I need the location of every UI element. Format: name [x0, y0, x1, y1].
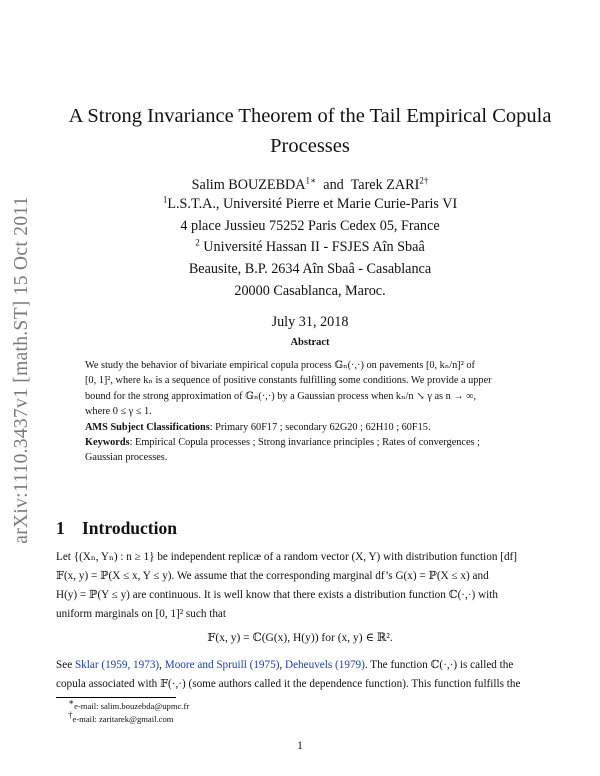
keywords-label: Keywords — [85, 437, 130, 449]
abstract-line-3: bound for the strong approximation of 𝔾ₙ(·,·) by a Gaussian process when kₙ/n ↘ γ as n → ∞, — [85, 390, 477, 402]
cite-moore-spruill-link[interactable]: Moore and Spruill (1975) — [164, 659, 280, 671]
affil-2-text: Université Hassan II - FSJES Aîn Sbaâ — [203, 239, 425, 255]
footnote-1-mark: ∗ — [68, 697, 75, 708]
intro-line-4: uniform marginals on [0, 1]² such that — [56, 608, 226, 620]
intro-line-3: H(y) = ℙ(Y ≤ y) are continuous. It is well know that there exists a distribution function ℂ(·,·) with — [56, 589, 498, 601]
author-2-mark: 2† — [419, 175, 429, 186]
intro-paragraph-2 — [56, 656, 544, 694]
affil-2-mark: 2 — [195, 237, 200, 248]
authors — [40, 177, 580, 194]
keywords — [85, 435, 515, 450]
affiliation-1-line-2: 4 place Jussieu 75252 Paris Cedex 05, France — [180, 218, 440, 234]
comma-2: , — [279, 659, 283, 671]
arxiv-stamp-text: arXiv:1110.3437v1 [math.ST] 15 Oct 2011 — [11, 196, 32, 544]
affiliation-1-line-1 — [40, 196, 580, 213]
title-line-2: Processes — [270, 135, 350, 157]
affiliation-2-line-3: 20000 Casablanca, Maroc. — [234, 283, 386, 299]
section-heading — [56, 518, 177, 539]
footnote-2-mark: † — [68, 710, 73, 721]
paper-title — [40, 101, 580, 161]
page-number: 1 — [297, 740, 303, 752]
author-2: Tarek ZARI — [350, 177, 420, 193]
author-and: and — [323, 177, 344, 193]
abstract-body — [85, 358, 515, 466]
cite-deheuvels-link[interactable]: Deheuvels (1979) — [285, 659, 365, 671]
abstract-heading: Abstract — [290, 337, 330, 348]
footnote-2 — [68, 710, 174, 724]
footnote-1-text: e-mail: salim.bouzebda@upmc.fr — [74, 701, 190, 711]
section-title: Introduction — [82, 518, 177, 538]
arxiv-stamp — [7, 190, 37, 550]
after-cites-text: . The function ℂ(·,·) is called the — [364, 659, 514, 671]
affiliation-2-line-1 — [40, 239, 580, 256]
ams-classification — [85, 420, 515, 435]
keywords-value: : Empirical Copula processes ; Strong invariance principles ; Rates of convergences ; — [129, 437, 481, 449]
affil-1-text: L.S.T.A., Université Pierre et Marie Curie-Paris VI — [167, 196, 458, 212]
affil-1-mark: 1 — [162, 194, 168, 205]
intro-line-6: copula associated with 𝔽(·,·) (some authors called it the dependence function). This function fulfills the — [56, 678, 521, 690]
cite-sklar-link[interactable]: Sklar (1959, 1973) — [74, 659, 160, 671]
section-number: 1 — [56, 518, 65, 538]
intro-line-2: 𝔽(x, y) = ℙ(X ≤ x, Y ≤ y). We assume that the corresponding marginal df’s G(x) = ℙ(X ≤ x) and — [56, 570, 489, 582]
comma-1: , — [159, 659, 162, 671]
footnote-2-text: e-mail: zaritarek@gmail.com — [72, 714, 174, 724]
title-line-1: A Strong Invariance Theorem of the Tail Empirical Copula — [68, 105, 552, 127]
footnote-1 — [68, 697, 190, 711]
intro-line-1: Let {(Xₙ, Yₙ) : n ≥ 1} be independent replicæ of a random vector (X, Y) with distribution function [df] — [56, 551, 517, 563]
intro-paragraph — [56, 548, 544, 624]
affiliation-2-line-2: Beausite, B.P. 2634 Aîn Sbaâ - Casablanca — [188, 261, 432, 277]
see-text: See — [56, 659, 73, 671]
keywords-line-2: Gaussian processes. — [85, 452, 168, 464]
intro-line-5 — [56, 656, 544, 675]
author-1-mark: 1∗ — [305, 175, 317, 186]
abstract-line-2: [0, 1]², where kₙ is a sequence of positive constants fulfilling some conditions. We provide a upper — [85, 375, 492, 387]
copula-equation: 𝔽(x, y) = ℂ(G(x), H(y)) for (x, y) ∈ ℝ². — [207, 632, 393, 644]
paper-date: July 31, 2018 — [271, 314, 349, 330]
ams-label: AMS Subject Classifications — [85, 421, 210, 433]
ams-value: : Primary 60F17 ; secondary 62G20 ; 62H10 ; 60F15. — [209, 421, 431, 433]
author-1: Salim BOUZEBDA — [191, 177, 306, 193]
abstract-line-1: We study the behavior of bivariate empirical copula process 𝔾ₙ(·,·) on pavements [0, kₙ/n]² of — [85, 360, 475, 371]
abstract-line-4: where 0 ≤ γ ≤ 1. — [85, 406, 152, 418]
